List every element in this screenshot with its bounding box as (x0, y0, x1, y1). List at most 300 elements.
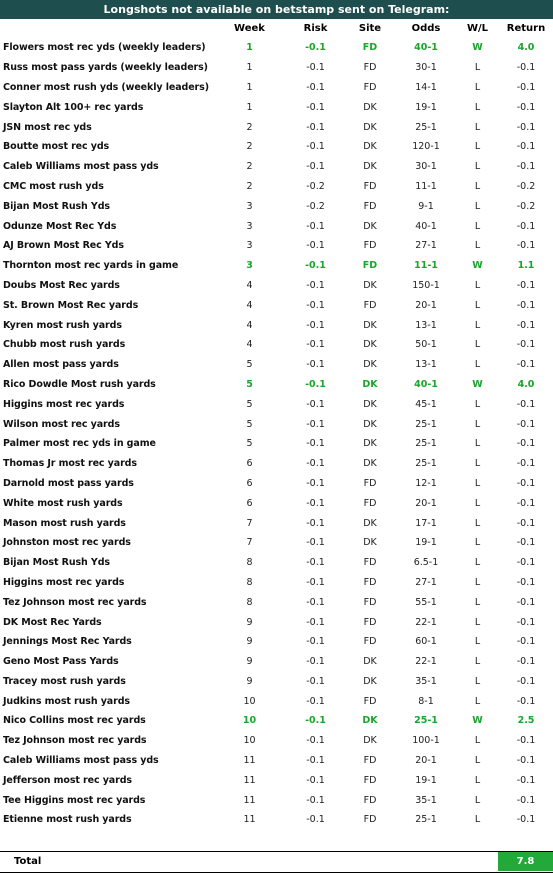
cell-return: -0.1 (516, 240, 536, 252)
cell-bet: Allen most pass yards (3, 359, 119, 371)
cell-risk: -0.1 (306, 458, 325, 470)
cell-risk: -0.1 (306, 537, 325, 549)
cell-return: -0.1 (516, 695, 536, 707)
cell-bet: DK Most Rec Yards (3, 616, 102, 628)
cell-odds: 20-1 (415, 299, 437, 311)
cell-risk: -0.1 (306, 319, 325, 331)
cell-return: -0.1 (516, 517, 536, 529)
table-row (0, 790, 553, 810)
cell-bet: Tez Johnson most rec yards (3, 596, 147, 608)
col-header-odds: Odds (411, 23, 441, 34)
table-row (0, 434, 553, 454)
cell-site: DK (363, 121, 377, 133)
cell-wl: W (472, 42, 483, 54)
cell-wl: W (472, 715, 483, 727)
col-header-wl: W/L (466, 23, 489, 34)
cell-site: DK (363, 359, 377, 371)
table-row (0, 493, 553, 513)
cell-wl: L (474, 240, 481, 252)
table-row (0, 533, 553, 553)
cell-odds: 25-1 (414, 715, 438, 727)
cell-wl: L (474, 339, 481, 351)
cell-week: 10 (242, 715, 257, 727)
cell-odds: 25-1 (415, 121, 437, 133)
cell-site: FD (363, 774, 377, 786)
table-row (0, 553, 553, 573)
cell-odds: 27-1 (415, 576, 437, 588)
table-row (0, 117, 553, 137)
cell-site: FD (362, 42, 378, 54)
cell-wl: L (474, 477, 481, 489)
cell-risk: -0.1 (306, 794, 325, 806)
table-row (0, 691, 553, 711)
cell-odds: 40-1 (415, 220, 437, 232)
cell-wl: L (474, 200, 481, 212)
cell-odds: 6.5-1 (413, 557, 439, 569)
cell-week: 9 (246, 616, 253, 628)
cell-risk: -0.1 (305, 42, 326, 54)
cell-week: 2 (246, 141, 253, 153)
cell-risk: -0.1 (306, 279, 325, 291)
cell-risk: -0.1 (306, 656, 325, 668)
cell-bet: Caleb Williams most pass yds (3, 755, 159, 767)
cell-week: 4 (246, 339, 253, 351)
cell-wl: L (474, 458, 481, 470)
cell-site: DK (363, 517, 377, 529)
cell-odds: 25-1 (415, 814, 437, 826)
cell-bet: Caleb Williams most pass yds (3, 161, 159, 173)
cell-bet: Higgins most rec yards (3, 398, 125, 410)
cell-week: 10 (243, 735, 256, 747)
cell-site: FD (363, 299, 377, 311)
cell-wl: L (474, 220, 481, 232)
cell-risk: -0.1 (306, 62, 325, 74)
table-row (0, 592, 553, 612)
table-row (0, 474, 553, 494)
cell-site: DK (363, 220, 377, 232)
cell-site: FD (363, 596, 377, 608)
table-row (0, 394, 553, 414)
cell-site: FD (363, 62, 377, 74)
cell-risk: -0.1 (306, 121, 325, 133)
table-row (0, 157, 553, 177)
cell-odds: 13-1 (415, 359, 437, 371)
cell-week: 6 (246, 458, 253, 470)
cell-return: -0.1 (516, 497, 536, 509)
cell-return: -0.1 (516, 121, 536, 133)
cell-week: 3 (246, 200, 253, 212)
table-row (0, 196, 553, 216)
cell-site: DK (363, 675, 377, 687)
cell-return: -0.1 (516, 774, 536, 786)
table-row (0, 770, 553, 790)
cell-odds: 20-1 (415, 497, 437, 509)
cell-return: 1.1 (517, 260, 535, 272)
total-label: Total (14, 856, 42, 867)
cell-return: -0.1 (516, 616, 536, 628)
cell-week: 2 (246, 180, 253, 192)
cell-site: DK (363, 279, 377, 291)
cell-risk: -0.1 (306, 497, 325, 509)
cell-odds: 50-1 (415, 339, 437, 351)
cell-risk: -0.1 (306, 438, 325, 450)
cell-odds: 19-1 (415, 537, 437, 549)
cell-risk: -0.1 (306, 220, 325, 232)
total-row (0, 851, 553, 873)
cell-bet: Nico Collins most rec yards (3, 715, 146, 727)
cell-return: -0.1 (516, 557, 536, 569)
cell-odds: 11-1 (414, 260, 438, 272)
cell-risk: -0.1 (306, 755, 325, 767)
cell-odds: 12-1 (415, 477, 437, 489)
table-row (0, 414, 553, 434)
cell-odds: 17-1 (415, 517, 437, 529)
table-row (0, 454, 553, 474)
cell-odds: 60-1 (415, 636, 437, 648)
table-row (0, 573, 553, 593)
table-row (0, 216, 553, 236)
cell-risk: -0.1 (306, 101, 325, 113)
cell-return: -0.1 (516, 755, 536, 767)
cell-risk: -0.1 (306, 636, 325, 648)
cell-wl: L (474, 755, 481, 767)
cell-risk: -0.1 (306, 616, 325, 628)
cell-odds: 45-1 (415, 398, 437, 410)
table-row (0, 375, 553, 395)
cell-bet: Doubs Most Rec yards (3, 279, 120, 291)
cell-return: -0.1 (516, 339, 536, 351)
cell-week: 5 (246, 378, 253, 390)
table-row (0, 612, 553, 632)
table-row (0, 355, 553, 375)
table-row (0, 810, 553, 830)
cell-wl: L (474, 517, 481, 529)
cell-week: 11 (243, 755, 256, 767)
table-row (0, 295, 553, 315)
cell-wl: L (474, 161, 481, 173)
cell-week: 2 (246, 161, 253, 173)
cell-bet: Jennings Most Rec Yards (3, 636, 132, 648)
cell-odds: 20-1 (415, 755, 437, 767)
cell-week: 5 (246, 398, 253, 410)
cell-wl: L (474, 557, 481, 569)
cell-odds: 30-1 (415, 161, 437, 173)
cell-wl: L (474, 814, 481, 826)
table-row (0, 731, 553, 751)
table-row (0, 513, 553, 533)
table-row (0, 276, 553, 296)
table-row (0, 711, 553, 731)
cell-odds: 19-1 (415, 774, 437, 786)
cell-site: DK (363, 141, 377, 153)
cell-risk: -0.1 (306, 814, 325, 826)
cell-odds: 8-1 (418, 695, 434, 707)
cell-wl: L (474, 794, 481, 806)
cell-site: FD (363, 477, 377, 489)
cell-site: DK (363, 339, 377, 351)
cell-odds: 27-1 (415, 240, 437, 252)
cell-bet: Odunze Most Rec Yds (3, 220, 117, 232)
cell-wl: L (474, 576, 481, 588)
cell-return: -0.1 (516, 62, 536, 74)
cell-site: FD (363, 616, 377, 628)
cell-week: 6 (246, 497, 253, 509)
cell-week: 7 (246, 517, 253, 529)
cell-bet: Chubb most rush yards (3, 339, 126, 351)
cell-wl: L (474, 537, 481, 549)
cell-site: DK (363, 458, 377, 470)
cell-odds: 35-1 (415, 675, 437, 687)
cell-risk: -0.1 (306, 359, 325, 371)
cell-week: 6 (246, 477, 253, 489)
cell-return: -0.1 (516, 319, 536, 331)
cell-risk: -0.1 (306, 477, 325, 489)
cell-week: 4 (246, 299, 253, 311)
cell-wl: L (474, 735, 481, 747)
cell-bet: Flowers most rec yds (weekly leaders) (3, 42, 206, 54)
cell-site: FD (363, 636, 377, 648)
cell-week: 11 (243, 774, 256, 786)
cell-site: DK (363, 398, 377, 410)
table-row (0, 672, 553, 692)
cell-site: FD (363, 695, 377, 707)
cell-return: 4.0 (517, 42, 535, 54)
cell-odds: 11-1 (415, 180, 437, 192)
cell-bet: White most rush yards (3, 497, 123, 509)
cell-wl: L (474, 359, 481, 371)
cell-return: -0.1 (516, 359, 536, 371)
cell-return: -0.1 (516, 576, 536, 588)
cell-wl: L (474, 438, 481, 450)
cell-wl: L (474, 675, 481, 687)
cell-site: DK (363, 656, 377, 668)
cell-risk: -0.1 (306, 339, 325, 351)
cell-site: DK (363, 537, 377, 549)
cell-wl: L (474, 656, 481, 668)
col-header-bet (0, 19, 212, 38)
cell-site: FD (363, 240, 377, 252)
cell-week: 2 (246, 121, 253, 133)
cell-odds: 13-1 (415, 319, 437, 331)
cell-bet: JSN most rec yds (3, 121, 92, 133)
cell-wl: W (472, 378, 483, 390)
cell-site: FD (363, 557, 377, 569)
cell-return: -0.1 (516, 141, 536, 153)
table-row (0, 236, 553, 256)
cell-bet: Etienne most rush yards (3, 814, 132, 826)
cell-risk: -0.1 (306, 240, 325, 252)
cell-bet: Wilson most rec yards (3, 418, 120, 430)
cell-odds: 40-1 (414, 42, 438, 54)
cell-return: -0.1 (516, 675, 536, 687)
cell-odds: 120-1 (412, 141, 440, 153)
cell-odds: 22-1 (415, 656, 437, 668)
cell-site: FD (363, 497, 377, 509)
cell-risk: -0.1 (306, 141, 325, 153)
cell-week: 1 (246, 62, 253, 74)
cell-wl: L (474, 497, 481, 509)
cell-bet: Slayton Alt 100+ rec yards (3, 101, 144, 113)
cell-risk: -0.1 (306, 299, 325, 311)
cell-bet: Thornton most rec yards in game (3, 260, 179, 272)
cell-bet: Conner most rush yds (weekly leaders) (3, 81, 209, 93)
cell-week: 4 (246, 279, 253, 291)
table-row (0, 652, 553, 672)
cell-return: -0.1 (516, 279, 536, 291)
cell-risk: -0.2 (306, 200, 325, 212)
cell-week: 9 (246, 675, 253, 687)
cell-return: -0.1 (516, 656, 536, 668)
cell-week: 3 (246, 260, 253, 272)
cell-odds: 14-1 (415, 81, 437, 93)
cell-return: 4.0 (517, 378, 535, 390)
cell-week: 8 (246, 557, 253, 569)
cell-wl: L (474, 180, 481, 192)
table-row (0, 177, 553, 197)
cell-week: 8 (246, 576, 253, 588)
cell-risk: -0.1 (306, 161, 325, 173)
cell-week: 10 (243, 695, 256, 707)
cell-site: FD (363, 794, 377, 806)
table-row (0, 751, 553, 771)
cell-bet: Higgins most rec yards (3, 576, 125, 588)
cell-bet: Bijan Most Rush Yds (3, 200, 110, 212)
cell-bet: St. Brown Most Rec yards (3, 299, 139, 311)
table-row (0, 632, 553, 652)
cell-risk: -0.1 (306, 695, 325, 707)
cell-risk: -0.1 (306, 81, 325, 93)
cell-bet: Mason most rush yards (3, 517, 126, 529)
table-row (0, 335, 553, 355)
cell-site: DK (362, 715, 378, 727)
cell-week: 8 (246, 596, 253, 608)
cell-bet: Judkins most rush yards (3, 695, 130, 707)
cell-week: 1 (246, 101, 253, 113)
cell-site: DK (363, 735, 377, 747)
cell-risk: -0.1 (306, 398, 325, 410)
cell-week: 1 (246, 42, 253, 54)
cell-odds: 25-1 (415, 418, 437, 430)
cell-bet: Tez Johnson most rec yards (3, 735, 147, 747)
cell-week: 3 (246, 220, 253, 232)
table-row (0, 315, 553, 335)
cell-site: FD (363, 81, 377, 93)
cell-odds: 25-1 (415, 458, 437, 470)
cell-site: DK (362, 378, 378, 390)
cell-odds: 40-1 (414, 378, 438, 390)
cell-bet: Palmer most rec yds in game (3, 438, 156, 450)
cell-risk: -0.1 (306, 675, 325, 687)
cell-week: 4 (246, 319, 253, 331)
cell-risk: -0.1 (305, 378, 326, 390)
cell-site: FD (362, 260, 378, 272)
cell-return: -0.1 (516, 596, 536, 608)
cell-bet: CMC most rush yds (3, 180, 104, 192)
table-row (0, 58, 553, 78)
cell-site: FD (363, 755, 377, 767)
cell-week: 3 (246, 240, 253, 252)
cell-bet: Tee Higgins most rec yards (3, 794, 146, 806)
cell-wl: W (472, 260, 483, 272)
cell-return: -0.1 (516, 81, 536, 93)
cell-wl: L (474, 319, 481, 331)
cell-risk: -0.1 (306, 774, 325, 786)
cell-return: -0.1 (516, 794, 536, 806)
cell-bet: Rico Dowdle Most rush yards (3, 378, 156, 390)
cell-bet: Bijan Most Rush Yds (3, 557, 110, 569)
cell-risk: -0.1 (306, 557, 325, 569)
cell-wl: L (474, 616, 481, 628)
cell-week: 9 (246, 656, 253, 668)
cell-bet: Geno Most Pass Yards (3, 656, 119, 668)
cell-odds: 19-1 (415, 101, 437, 113)
header-row (0, 19, 553, 38)
table-row (0, 78, 553, 98)
cell-wl: L (474, 398, 481, 410)
cell-odds: 9-1 (418, 200, 434, 212)
table-title: Longshots not available on betstamp sent on Telegram: (0, 0, 553, 19)
cell-bet: Johnston most rec yards (3, 537, 131, 549)
cell-return: -0.1 (516, 161, 536, 173)
cell-week: 11 (243, 814, 256, 826)
cell-return: -0.1 (516, 101, 536, 113)
cell-risk: -0.2 (306, 180, 325, 192)
cell-odds: 55-1 (415, 596, 437, 608)
bets-table (0, 19, 553, 830)
cell-wl: L (474, 279, 481, 291)
cell-site: DK (363, 161, 377, 173)
cell-odds: 30-1 (415, 62, 437, 74)
col-header-site: Site (358, 23, 382, 34)
table-row (0, 256, 553, 276)
cell-wl: L (474, 62, 481, 74)
cell-return: -0.1 (516, 477, 536, 489)
cell-return: -0.2 (516, 180, 536, 192)
cell-risk: -0.1 (305, 260, 326, 272)
cell-risk: -0.1 (306, 596, 325, 608)
cell-week: 5 (246, 438, 253, 450)
cell-wl: L (474, 774, 481, 786)
cell-bet: Jefferson most rec yards (3, 774, 132, 786)
cell-bet: Thomas Jr most rec yards (3, 458, 137, 470)
cell-wl: L (474, 695, 481, 707)
cell-week: 5 (246, 359, 253, 371)
cell-return: -0.1 (516, 299, 536, 311)
cell-return: -0.1 (516, 418, 536, 430)
cell-return: -0.1 (516, 735, 536, 747)
cell-week: 1 (246, 81, 253, 93)
cell-return: -0.1 (516, 220, 536, 232)
cell-site: DK (363, 438, 377, 450)
cell-wl: L (474, 418, 481, 430)
col-header-week: Week (234, 23, 265, 34)
cell-risk: -0.1 (305, 715, 326, 727)
cell-wl: L (474, 636, 481, 648)
col-header-return: Return (506, 23, 546, 34)
cell-risk: -0.1 (306, 576, 325, 588)
cell-odds: 100-1 (412, 735, 440, 747)
cell-week: 9 (246, 636, 253, 648)
cell-site: FD (363, 180, 377, 192)
cell-bet: AJ Brown Most Rec Yds (3, 240, 124, 252)
col-header-risk: Risk (303, 23, 328, 34)
cell-bet: Boutte most rec yds (3, 141, 110, 153)
cell-return: -0.2 (516, 200, 536, 212)
cell-wl: L (474, 81, 481, 93)
cell-odds: 22-1 (415, 616, 437, 628)
cell-week: 11 (243, 794, 256, 806)
cell-site: DK (363, 319, 377, 331)
